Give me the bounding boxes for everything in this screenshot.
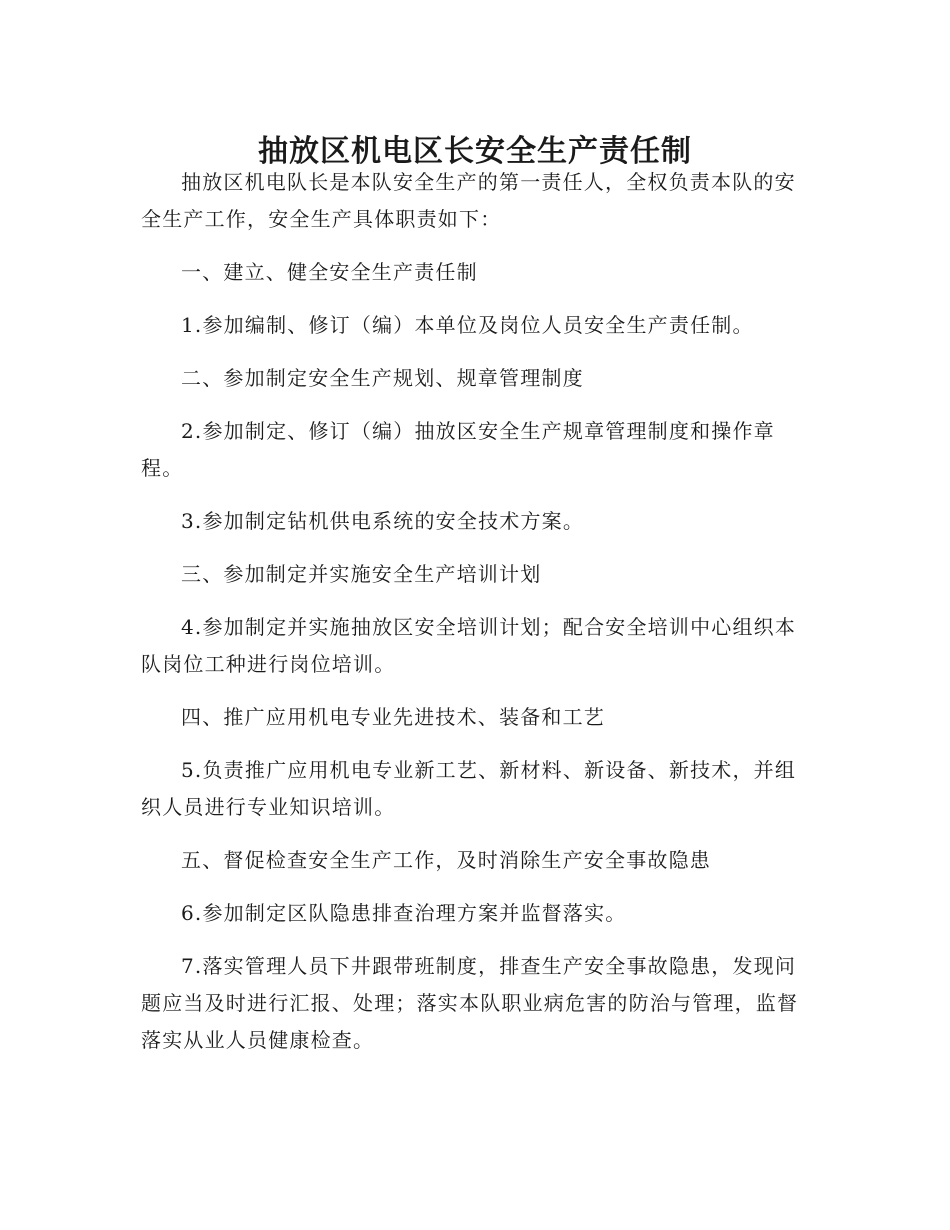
section-heading-1: 一、建立、健全安全生产责任制 bbox=[181, 260, 478, 284]
document-body bbox=[141, 164, 801, 1059]
document-title: 抽放区机电区长安全生产责任制 bbox=[258, 134, 692, 170]
section-heading-2: 二、参加制定安全生产规划、规章管理制度 bbox=[181, 366, 584, 390]
section-heading-5: 五、督促检查安全生产工作，及时消除生产安全事故隐患 bbox=[181, 848, 711, 872]
item-1: 1.参加编制、修订（编）本单位及岗位人员安全生产责任制。 bbox=[181, 313, 754, 337]
intro-paragraph: 抽放区机电队长是本队安全生产的第一责任人，全权负责本队的安全生产工作，安全生产具体职责如下： bbox=[141, 170, 796, 231]
item-5: 5.负责推广应用机电专业新工艺、新材料、新设备、新技术，并组织人员进行专业知识培训。 bbox=[141, 758, 797, 819]
section-heading-3: 三、参加制定并实施安全生产培训计划 bbox=[181, 562, 542, 586]
section-heading-4: 四、推广应用机电专业先进技术、装备和工艺 bbox=[181, 705, 605, 729]
item-7: 7.落实管理人员下井跟带班制度，排查生产安全事故隐患，发现问题应当及时进行汇报、处理；落实本队职业病危害的防治与管理，监督落实从业人员健康检查。 bbox=[141, 954, 799, 1052]
item-4: 4.参加制定并实施抽放区安全培训计划；配合安全培训中心组织本队岗位工种进行岗位培训。 bbox=[141, 615, 797, 676]
item-2: 2.参加制定、修订（编）抽放区安全生产规章管理制度和操作章程。 bbox=[141, 419, 775, 480]
item-3: 3.参加制定钻机供电系统的安全技术方案。 bbox=[181, 509, 585, 533]
item-6: 6.参加制定区队隐患排查治理方案并监督落实。 bbox=[181, 901, 627, 925]
